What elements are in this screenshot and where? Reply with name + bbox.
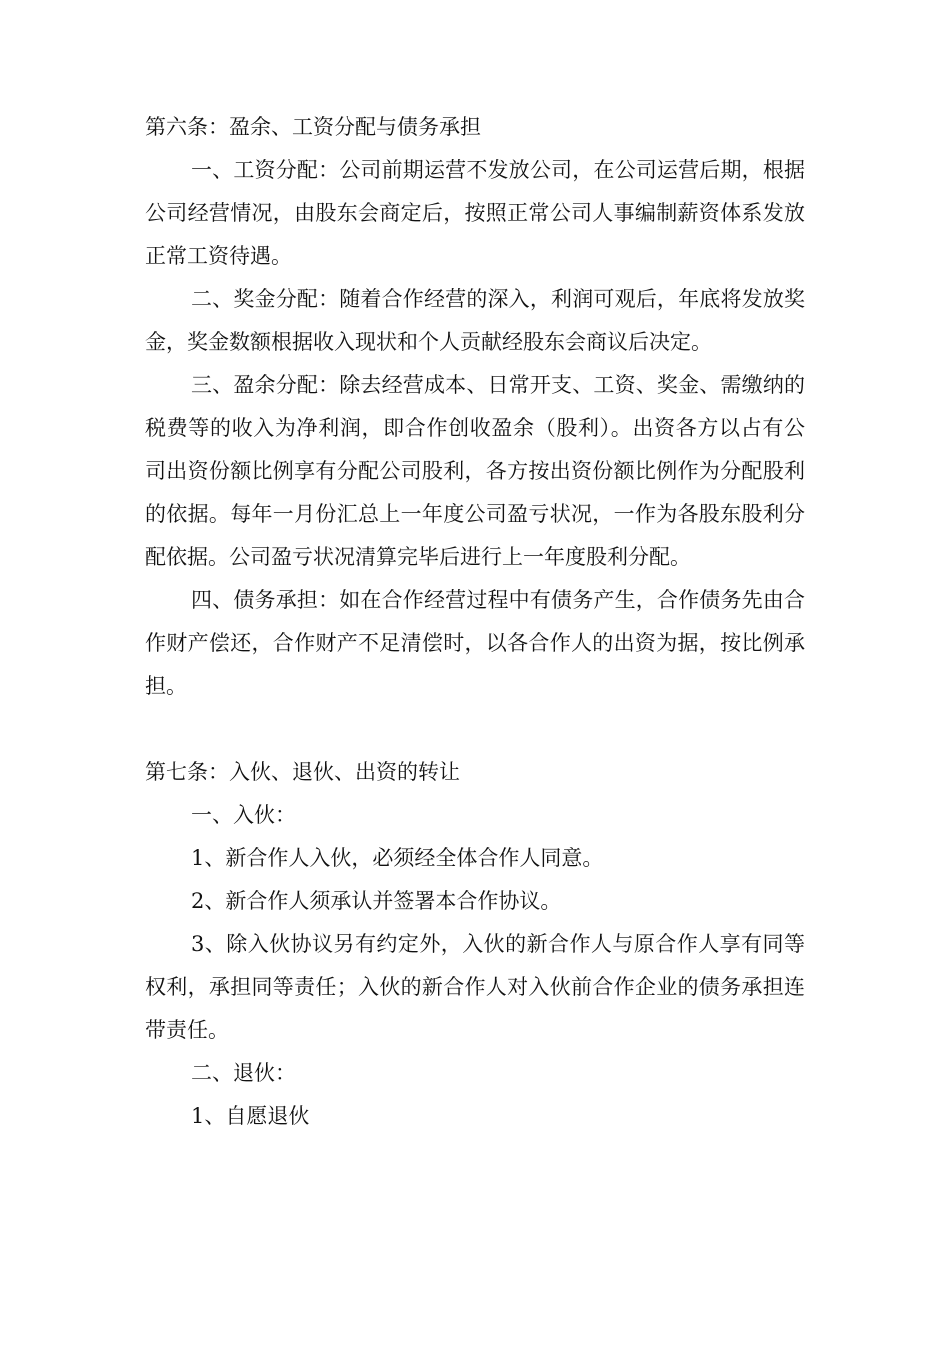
article-6-wage-distribution: 一、工资分配：公司前期运营不发放公司，在公司运营后期，根据公司经营情况，由股东会商定后，按照正常公司人事编制薪资体系发放正常工资待遇。 (145, 158, 805, 268)
article-6-debt-liability: 四、债务承担：如在合作经营过程中有债务产生，合作债务先由合作财产偿还，合作财产不足清偿时，以各合作人的出资为据，按比例承担。 (145, 588, 805, 698)
article-7-exit-title: 二、退伙： (191, 1061, 296, 1085)
section-spacer (145, 708, 805, 751)
article-7-exit-item-1: 1、自愿退伙 (191, 1104, 310, 1128)
article-7-join-item-1: 1、新合作人入伙，必须经全体合作人同意。 (191, 846, 604, 870)
article-6-profit-distribution: 三、盈余分配：除去经营成本、日常开支、工资、奖金、需缴纳的税费等的收入为净利润，即合作创收盈余（股利）。出资各方以占有公司出资份额比例享有分配公司股利，各方按出资份额比例作为分配股利的依据。每年一月份汇总上一年度公司盈亏状况，一作为各股东股利分配依据。公司盈亏状况清算完毕后进行上一年度股利分配。 (145, 373, 805, 569)
article-7-join-title: 一、入伙： (191, 803, 296, 827)
article-6-bonus-distribution: 二、奖金分配：随着合作经营的深入，利润可观后，年底将发放奖金，奖金数额根据收入现状和个人贡献经股东会商议后决定。 (145, 287, 805, 354)
article-7-heading: 第七条：入伙、退伙、出资的转让 (145, 760, 460, 784)
article-7-join-item-3: 3、除入伙协议另有约定外，入伙的新合作人与原合作人享有同等权利，承担同等责任；入伙的新合作人对入伙前合作企业的债务承担连带责任。 (145, 932, 805, 1042)
document-body (145, 106, 805, 1138)
article-7-join-item-2: 2、新合作人须承认并签署本合作协议。 (191, 889, 562, 913)
article-6-heading: 第六条：盈余、工资分配与债务承担 (145, 115, 481, 139)
